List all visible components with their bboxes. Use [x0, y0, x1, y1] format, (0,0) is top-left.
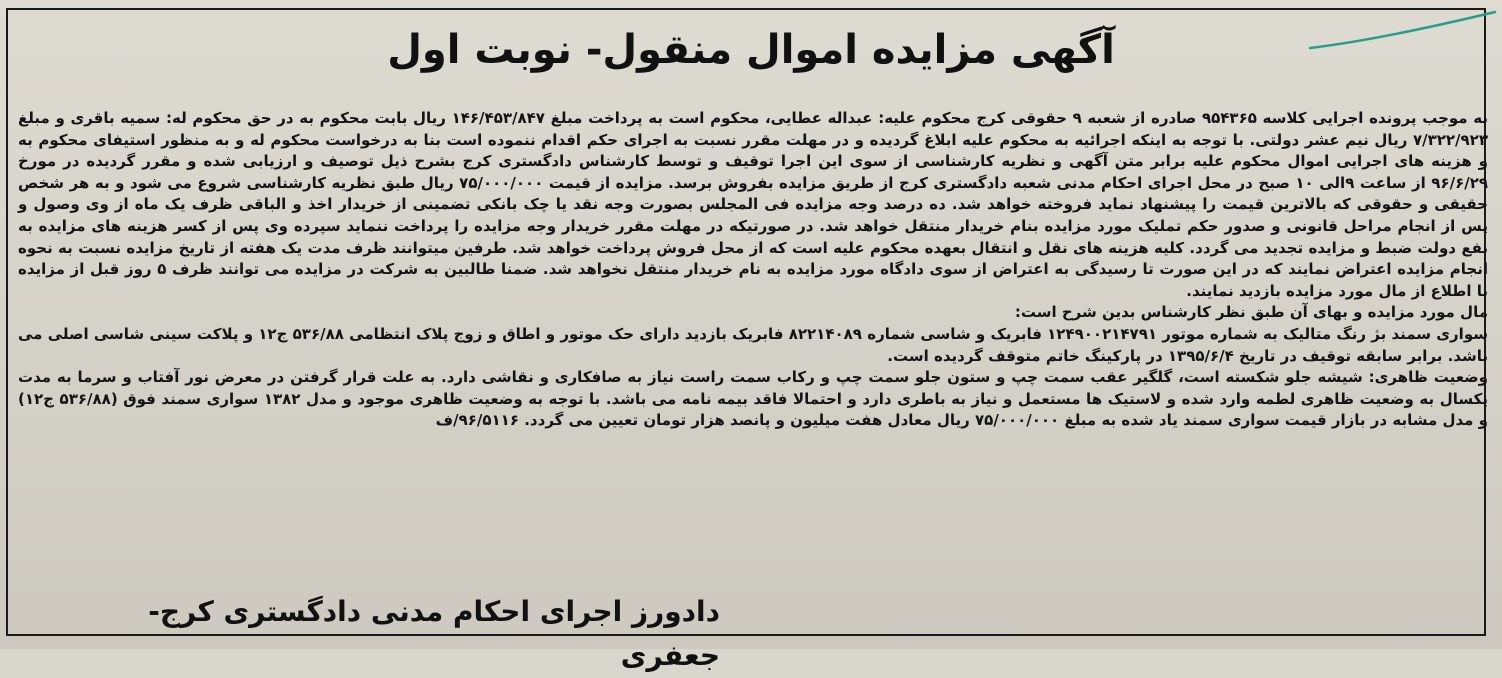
notice-paragraph-main: به موجب پرونده اجرایی کلاسه ۹۵۴۳۶۵ صادره از شعبه ۹ حقوقی کرج محکوم علیه: عبداله عطایی، محکوم است به پرداخت مبلغ ۱۴۶/۴۵۳/۸۴۷ ریال بابت محکوم به در حق محکوم له: سمیه باقری و مبلغ ۷/۳۲۲/۹۲۳ ریال نیم عشر دولتی. با توجه به اینکه اجرائیه به محکوم علیه ابلاغ گردیده و در مهلت مقرر نسبت به اجرای حکم اقدام ننموده است بنا به درخواست محکوم له و به منظور استیفای محکوم به و هزینه های اجرایی اموال محکوم علیه برابر متن آگهی و نظریه کارشناسی از سوی این اجرا توقیف و توسط کارشناس دادگستری کرج بشرح ذیل توصیف و ارزیابی شده و مقرر گردیده در مورخ ۹۶/۶/۲۹ از ساعت ۹الی ۱۰ صبح در محل اجرای احکام مدنی شعبه دادگستری کرج از طریق مزایده بفروش برسد. مزایده از قیمت ۷۵/۰۰۰/۰۰۰ ریال طبق نظریه کارشناسی شروع می شود و به هر شخص حقیقی و حقوقی که بالاترین قیمت را پیشنهاد نماید فروخته خواهد شد. ده درصد وجه مزایده فی المجلس بصورت وجه نقد یا چک بانکی تضمینی از خریدار اخذ و الباقی ظرف یک ماه از وی وصول و پس از انجام مراحل قانونی و صدور حکم تملیک مورد مزایده بنام خریدار منتقل خواهد شد. در صورتیکه در مهلت مقرر خریدار وجه مزایده را پرداخت ننماید سپرده وی پس از کسر هزینه های مزایده به نفع دولت ضبط و مزایده تجدید می گردد. کلیه هزینه های نقل و انتقال بعهده محکوم علیه است که از محل فروش پرداخت خواهد شد. طرفین میتوانند ظرف مدت یک هفته از تاریخ مزایده نسبت به نحوه انجام مزایده اعتراض نمایند که در این صورت تا رسیدگی به اعتراض از سوی دادگاه مورد مزایده به نام خریدار منتقل نخواهد شد. ضمنا طالبین به شرکت در مزایده می توانند ظرف ۵ روز قبل از مزایده با اطلاع از مال مورد مزایده بازدید نمایند.	[18, 109, 1489, 300]
notice-paragraph-vehicle: سواری سمند بژ رنگ متالیک به شماره موتور ۱۲۴۹۰۰۲۱۴۷۹۱ فابریک و شاسی شماره ۸۲۲۱۴۰۸۹ فابریک بازدید دارای حک موتور و اطاق و زوج پلاک انتظامی ۵۳۶/۸۸ ج۱۲ و پلاکت سینی شاسی اصلی می باشد. برابر سابقه توقیف در تاریخ ۱۳۹۵/۶/۴ در پارکینگ خاتم متوقف گردیده است.	[18, 324, 1488, 365]
notice-body	[18, 108, 1488, 432]
notice-title: آگهی مزایده اموال منقول- نوبت اول	[387, 27, 1115, 73]
notice-paragraph-item-heading: مال مورد مزایده و بهای آن طبق نظر کارشناس بدین شرح است:	[1014, 303, 1488, 322]
notice-signature: دادورز اجرای احکام مدنی دادگستری کرج- جعفری	[148, 595, 720, 672]
notice-paragraph-condition: وضعیت ظاهری: شیشه جلو شکسته است، گلگیر عقب سمت چپ و ستون جلو سمت چپ و رکاب سمت راست نیاز به صافکاری و نقاشی دارد. به علت قرار گرفتن در معرض نور آفتاب و سرما به مدت یکسال به وضعیت ظاهری لطمه وارد شده و لاستیک ها مستعمل و نیاز به باطری دارد و احتمالا فاقد بیمه نامه می باشد. با توجه به وضعیت ظاهری موجود و مدل ۱۳۸۲ سواری سمند فوق (۵۳۶/۸۸ ج۱۲) و مدل مشابه در بازار قیمت سواری سمند یاد شده به مبلغ ۷۵/۰۰۰/۰۰۰ ریال معادل هفت میلیون و پانصد هزار تومان تعیین می گردد. ۹۶/۵۱۱۶/ف	[18, 368, 1488, 430]
